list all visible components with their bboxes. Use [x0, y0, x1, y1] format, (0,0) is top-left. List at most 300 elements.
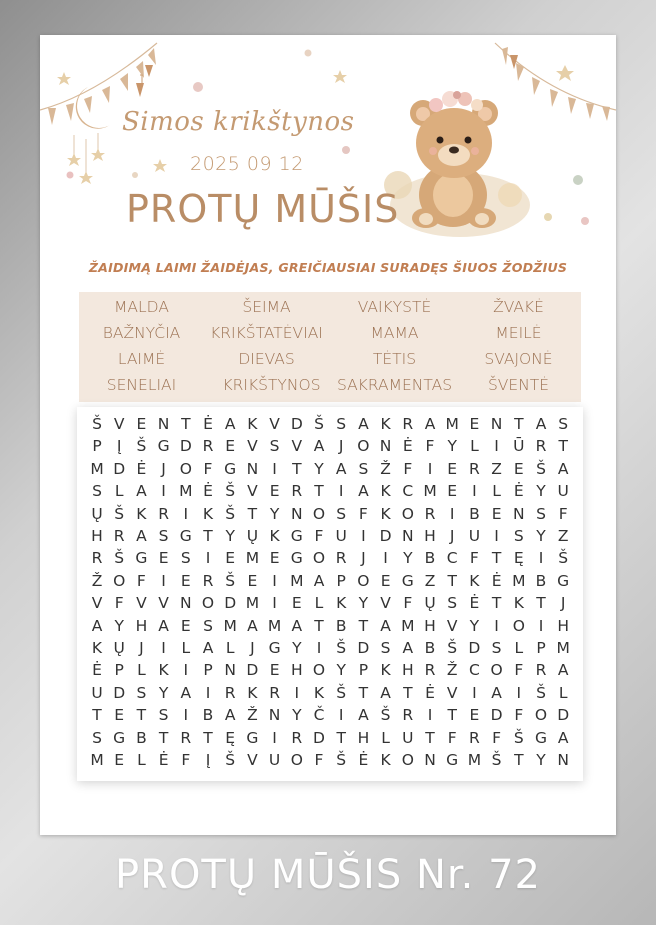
grid-letter: Ų — [246, 527, 259, 545]
grid-letter: R — [424, 661, 436, 680]
grid-letter: G — [135, 549, 148, 568]
grid-letter: S — [447, 594, 458, 613]
grid-letter: I — [272, 571, 277, 590]
grid-letter: D — [313, 728, 325, 747]
grid-letter: A — [557, 661, 569, 680]
grid-letter: P — [358, 661, 369, 680]
grid-letter: M — [179, 482, 193, 501]
grid-letter: K — [380, 415, 391, 433]
grid-letter: E — [269, 482, 280, 501]
grid-letter: F — [358, 504, 368, 523]
grid-letter: Ė — [136, 459, 147, 478]
grid-letter: Š — [114, 549, 125, 568]
grid-letter: Y — [292, 639, 302, 657]
word-item: SAKRAMENTAS — [336, 376, 453, 394]
grid-letter: A — [180, 683, 192, 702]
grid-letter: M — [556, 639, 570, 657]
grid-letter: Y — [536, 482, 546, 501]
word-search-grid — [77, 407, 583, 781]
grid-letter: S — [158, 527, 169, 545]
grid-letter: S — [558, 415, 569, 433]
grid-letter: Y — [469, 616, 480, 635]
grid-letter: S — [203, 616, 213, 635]
grid-letter: V — [136, 594, 147, 613]
grid-letter: E — [447, 459, 458, 478]
grid-letter: H — [290, 661, 303, 680]
grid-letter: H — [557, 616, 570, 635]
grid-letter: T — [181, 415, 191, 433]
grid-letter: K — [247, 683, 258, 702]
grid-letter: M — [401, 616, 415, 635]
grid-letter: F — [181, 751, 191, 769]
word-item: BAŽNYČIA — [102, 324, 181, 342]
grid-letter: S — [336, 504, 347, 523]
grid-letter: P — [536, 639, 546, 657]
grid-letter: E — [269, 549, 280, 568]
grid-letter: V — [91, 594, 103, 613]
grid-letter: I — [205, 549, 211, 568]
grid-letter: Į — [205, 751, 211, 769]
grid-letter: K — [469, 571, 480, 590]
grid-letter: E — [469, 415, 480, 433]
grid-letter: Y — [269, 504, 280, 523]
grid-letter: A — [91, 616, 103, 635]
grid-letter: M — [245, 594, 260, 613]
grid-letter: R — [180, 728, 192, 747]
grid-letter: J — [338, 437, 344, 456]
grid-letter: F — [447, 728, 457, 747]
grid-letter: J — [361, 549, 366, 568]
grid-letter: F — [403, 459, 413, 478]
grid-letter: A — [424, 415, 436, 433]
grid-letter: R — [113, 527, 125, 545]
grid-letter: D — [224, 594, 237, 613]
grid-letter: M — [423, 482, 437, 501]
grid-letter: I — [449, 504, 455, 523]
word-item: SVAJONĖ — [484, 350, 553, 368]
grid-letter: A — [247, 616, 258, 635]
grid-letter: M — [245, 549, 260, 568]
grid-letter: Z — [557, 527, 569, 545]
grid-letter: D — [113, 459, 126, 478]
grid-letter: D — [357, 639, 370, 657]
grid-letter: H — [424, 527, 436, 545]
grid-letter: N — [290, 504, 303, 523]
grid-letter: Ė — [92, 661, 102, 680]
grid-letter: K — [269, 527, 280, 545]
grid-letter: J — [139, 639, 144, 657]
word-item: ŠVENTĖ — [487, 376, 550, 394]
grid-letter: I — [427, 706, 433, 725]
grid-letter: N — [246, 459, 259, 478]
grid-letter: L — [470, 437, 479, 456]
grid-letter: Y — [158, 683, 169, 702]
grid-letter: R — [291, 728, 303, 747]
grid-letter: T — [536, 594, 546, 613]
grid-letter: T — [403, 683, 413, 702]
grid-letter: V — [247, 751, 258, 769]
grid-letter: G — [557, 571, 570, 590]
grid-letter: A — [358, 706, 369, 725]
grid-letter: V — [113, 415, 125, 433]
grid-letter: J — [560, 594, 566, 613]
moon-icon — [74, 87, 110, 173]
page-title: PROTŲ MŪŠIS — [126, 187, 400, 231]
grid-letter: K — [158, 661, 169, 680]
grid-letter: Y — [447, 437, 457, 456]
grid-letter: A — [535, 415, 547, 433]
grid-letter: E — [114, 706, 125, 725]
grid-letter: B — [202, 706, 214, 725]
grid-letter: I — [538, 549, 544, 568]
grid-letter: T — [136, 706, 147, 725]
grid-letter: Y — [403, 549, 413, 568]
grid-letter: L — [514, 639, 524, 657]
grid-letter: K — [336, 594, 347, 613]
grid-letter: Š — [558, 549, 569, 568]
grid-letter: O — [201, 594, 215, 613]
grid-letter: F — [314, 527, 324, 545]
grid-letter: L — [181, 639, 191, 657]
grid-letter: M — [90, 751, 104, 769]
grid-letter: V — [446, 616, 458, 635]
grid-letter: B — [469, 504, 480, 523]
grid-letter: O — [312, 549, 326, 568]
grid-letter: D — [113, 683, 126, 702]
grid-letter: S — [136, 683, 147, 702]
grid-letter: C — [402, 482, 414, 501]
grid-letter: O — [290, 751, 303, 769]
grid-letter: Ę — [225, 728, 236, 747]
grid-letter: V — [291, 437, 303, 456]
grid-letter: H — [357, 728, 370, 747]
grid-letter: E — [180, 616, 191, 635]
grid-letter: T — [314, 616, 324, 635]
grid-letter: Y — [225, 527, 235, 545]
grid-letter: K — [91, 639, 103, 657]
grid-letter: Š — [136, 437, 147, 456]
grid-letter: N — [557, 751, 569, 769]
grid-letter: S — [513, 527, 524, 545]
grid-letter: V — [380, 594, 391, 613]
grid-letter: V — [269, 415, 280, 433]
grid-letter: P — [336, 571, 346, 590]
grid-letter: T — [447, 571, 457, 590]
teddy-bear-illustration — [384, 91, 530, 237]
grid-letter: F — [425, 437, 435, 456]
grid-letter: U — [268, 751, 281, 769]
grid-letter: V — [247, 482, 258, 501]
grid-letter: D — [468, 639, 481, 657]
grid-letter: Ų — [91, 504, 103, 523]
grid-letter: D — [246, 661, 259, 680]
grid-letter: L — [137, 661, 146, 680]
grid-letter: O — [401, 504, 414, 523]
grid-letter: R — [91, 549, 103, 568]
word-item: ŠEIMA — [242, 298, 291, 316]
grid-letter: B — [424, 549, 436, 568]
grid-letter: L — [137, 751, 146, 769]
grid-letter: A — [380, 683, 391, 702]
grid-letter: Š — [336, 683, 347, 702]
right-bunting-garland — [495, 43, 616, 121]
grid-letter: D — [290, 415, 303, 433]
grid-letter: C — [468, 661, 480, 680]
grid-letter: Ė — [358, 751, 369, 769]
grid-letter: Y — [536, 751, 546, 769]
grid-letter: I — [494, 527, 499, 545]
grid-letter: I — [316, 639, 322, 657]
grid-letter: K — [136, 504, 147, 523]
grid-letter: M — [223, 616, 237, 635]
grid-letter: L — [558, 683, 568, 702]
grid-letter: M — [445, 415, 459, 433]
grid-letter: R — [402, 415, 414, 433]
grid-letter: J — [250, 639, 255, 657]
script-title: Simos krikštynos — [122, 107, 355, 137]
footer-title: PROTŲ MŪŠIS Nr. 72 — [115, 852, 541, 898]
grid-letter: O — [490, 661, 503, 680]
grid-letter: Ę — [513, 549, 524, 568]
grid-letter: Š — [447, 639, 458, 657]
grid-letter: I — [494, 616, 499, 635]
grid-letter: Ė — [402, 437, 413, 456]
grid-letter: T — [491, 594, 502, 613]
word-item: TĖTIS — [372, 350, 417, 368]
grid-letter: E — [447, 482, 458, 501]
grid-letter: Ų — [424, 594, 436, 613]
word-item: VAIKYSTĖ — [357, 298, 432, 316]
grid-letter: I — [516, 683, 522, 702]
grid-letter: A — [224, 706, 236, 725]
grid-letter: L — [381, 728, 390, 747]
grid-letter: Š — [225, 751, 236, 769]
grid-letter: N — [224, 661, 236, 680]
grid-letter: P — [92, 437, 102, 456]
grid-letter: B — [424, 639, 436, 657]
grid-letter: R — [158, 504, 169, 523]
grid-letter: U — [335, 527, 347, 545]
grid-letter: K — [380, 504, 391, 523]
grid-letter: F — [314, 751, 324, 769]
grid-letter: Z — [424, 571, 436, 590]
grid-letter: H — [91, 527, 103, 545]
grid-letter: F — [469, 549, 479, 568]
grid-letter: U — [91, 683, 103, 702]
grid-letter: E — [158, 549, 169, 568]
grid-letter: I — [183, 504, 189, 523]
grid-letter: I — [294, 683, 300, 702]
grid-letter: G — [401, 571, 414, 590]
grid-letter: E — [225, 437, 236, 456]
grid-letter: Y — [292, 706, 302, 725]
grid-letter: I — [472, 482, 477, 501]
grid-letter: F — [514, 661, 524, 680]
grid-letter: Š — [92, 415, 102, 433]
grid-letter: A — [402, 639, 414, 657]
grid-letter: T — [514, 415, 524, 433]
word-item: MEILĖ — [495, 324, 542, 342]
grid-letter: Y — [114, 616, 124, 635]
grid-letter: Ė — [513, 482, 524, 501]
grid-letter: Ž — [247, 706, 258, 725]
grid-letter: K — [313, 683, 325, 702]
grid-letter: O — [113, 571, 126, 590]
grid-letter: R — [335, 549, 347, 568]
grid-letter: Š — [225, 504, 236, 523]
grid-letter: I — [161, 482, 166, 501]
grid-letter: D — [179, 437, 192, 456]
grid-letter: R — [402, 706, 414, 725]
grid-letter: D — [490, 706, 503, 725]
grid-letter: V — [446, 683, 458, 702]
grid-letter: Š — [314, 415, 324, 433]
grid-letter: F — [136, 571, 146, 590]
grid-letter: P — [114, 661, 124, 680]
grid-letter: S — [92, 728, 102, 747]
grid-letter: B — [535, 571, 547, 590]
grid-letter: K — [380, 482, 391, 501]
grid-letter: E — [491, 504, 502, 523]
grid-letter: I — [161, 639, 166, 657]
grid-letter: V — [247, 437, 258, 456]
grid-letter: Ė — [203, 482, 213, 501]
grid-letter: L — [314, 594, 324, 613]
grid-letter: Ė — [491, 571, 502, 590]
grid-letter: Š — [336, 751, 347, 769]
grid-letter: G — [290, 527, 303, 545]
word-item: LAIMĖ — [117, 350, 166, 368]
grid-letter: B — [335, 616, 347, 635]
grid-letter: Š — [380, 706, 391, 725]
grid-letter: I — [361, 527, 366, 545]
grid-letter: Š — [225, 482, 236, 501]
grid-letter: G — [446, 751, 459, 769]
grid-letter: Y — [336, 661, 346, 680]
grid-letter: P — [203, 661, 213, 680]
word-list — [79, 292, 581, 402]
grid-letter: Č — [313, 706, 325, 725]
grid-letter: T — [203, 527, 213, 545]
grid-letter: T — [558, 437, 568, 456]
grid-letter: E — [513, 459, 524, 478]
grid-letter: K — [202, 504, 214, 523]
grid-letter: Š — [491, 751, 502, 769]
word-item: ŽVAKĖ — [493, 298, 544, 316]
grid-letter: S — [269, 437, 280, 456]
grid-letter: D — [379, 527, 392, 545]
grid-letter: Ž — [380, 459, 391, 478]
grid-letter: N — [401, 527, 414, 545]
grid-letter: I — [272, 459, 277, 478]
grid-letter: R — [424, 504, 436, 523]
grid-letter: Ž — [91, 571, 103, 590]
grid-letter: A — [358, 482, 369, 501]
grid-letter: A — [224, 415, 236, 433]
game-instruction: ŽAIDIMĄ LAIMI ŽAIDĖJAS, GREIČIAUSIAI SURADĘS ŠIUOS ŽODŽIUS — [88, 260, 568, 275]
grid-letter: B — [136, 728, 147, 747]
grid-letter: A — [313, 571, 325, 590]
grid-letter: Z — [491, 459, 502, 478]
grid-letter: N — [268, 706, 281, 725]
grid-letter: I — [383, 549, 388, 568]
grid-letter: M — [90, 459, 104, 478]
grid-letter: S — [336, 415, 347, 433]
word-item: KRIKŠTATĖVIAI — [210, 324, 323, 342]
grid-letter: S — [180, 549, 191, 568]
grid-letter: A — [380, 616, 391, 635]
grid-letter: T — [447, 706, 457, 725]
grid-letter: A — [491, 683, 502, 702]
grid-letter: G — [113, 728, 126, 747]
grid-letter: F — [203, 459, 213, 478]
grid-letter: O — [534, 706, 548, 725]
grid-letter: Ė — [425, 683, 435, 702]
grid-letter: H — [135, 616, 148, 635]
grid-letter: N — [512, 504, 525, 523]
grid-letter: T — [292, 459, 302, 478]
grid-letter: I — [494, 437, 499, 456]
grid-letter: I — [272, 594, 277, 613]
grid-letter: I — [161, 571, 166, 590]
grid-letter: G — [157, 437, 170, 456]
grid-letter: I — [272, 728, 277, 747]
grid-letter: Ū — [513, 437, 525, 456]
grid-letter: M — [290, 571, 304, 590]
grid-letter: R — [535, 661, 547, 680]
grid-letter: T — [158, 728, 169, 747]
grid-letter: A — [291, 616, 303, 635]
grid-letter: E — [247, 571, 258, 590]
grid-letter: L — [492, 482, 501, 501]
grid-letter: F — [492, 728, 502, 747]
grid-letter: O — [312, 504, 326, 523]
grid-letter: E — [225, 549, 236, 568]
grid-letter: A — [557, 459, 569, 478]
grid-letter: O — [357, 437, 370, 456]
grid-letter: T — [247, 504, 258, 523]
grid-letter: R — [202, 437, 214, 456]
grid-letter: I — [205, 683, 211, 702]
grid-letter: Š — [513, 728, 524, 747]
grid-letter: M — [512, 571, 526, 590]
grid-letter: I — [338, 706, 344, 725]
grid-letter: I — [472, 683, 477, 702]
grid-letter: Y — [314, 459, 324, 478]
grid-letter: T — [358, 683, 369, 702]
grid-letter: N — [179, 594, 192, 613]
word-item: MALDA — [114, 298, 169, 316]
grid-letter: I — [427, 459, 433, 478]
grid-letter: R — [469, 459, 480, 478]
grid-letter: M — [467, 751, 482, 769]
grid-letter: T — [425, 728, 435, 747]
grid-letter: T — [358, 616, 369, 635]
grid-letter: V — [158, 594, 169, 613]
grid-letter: U — [557, 482, 569, 501]
grid-letter: Š — [536, 683, 546, 702]
grid-letter: T — [92, 706, 102, 725]
event-date: 2025 09 12 — [190, 153, 304, 175]
word-item: SENELIAI — [106, 376, 177, 394]
grid-letter: O — [179, 459, 192, 478]
grid-letter: T — [514, 751, 524, 769]
grid-letter: Ž — [446, 661, 458, 680]
grid-letter: Š — [336, 639, 347, 657]
grid-letter: F — [114, 594, 124, 613]
grid-letter: A — [313, 437, 325, 456]
grid-letter: G — [224, 459, 237, 478]
